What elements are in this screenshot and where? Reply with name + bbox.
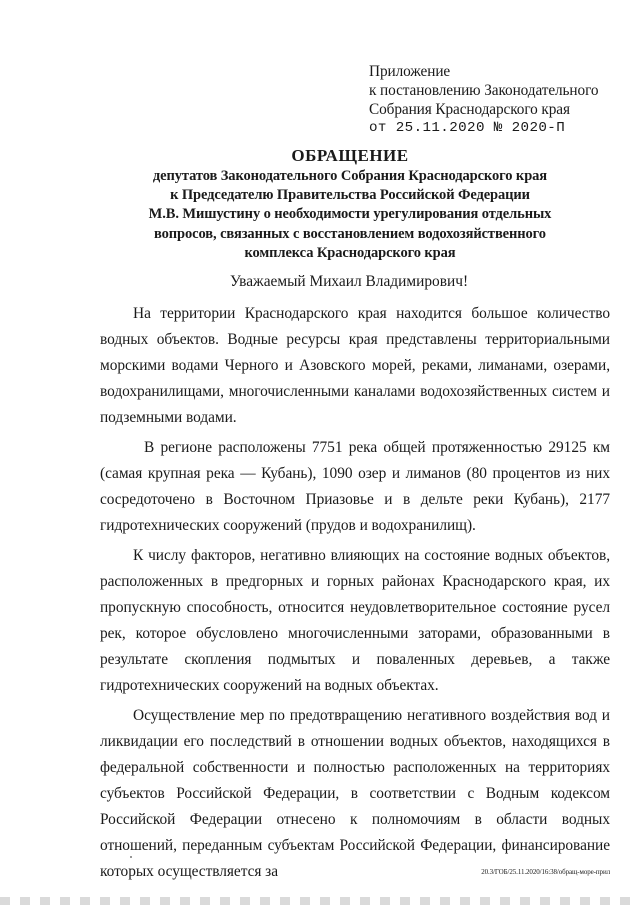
appendix-line: Собрания Краснодарского края [369,101,570,118]
document-heading [100,146,600,263]
heading-line: комплекса Краснодарского края [244,244,456,261]
paragraph: Осуществление мер по предотвращению негативного воздействия вод и ликвидации его последствий в отношении водных объектов, находящихся в федеральной собственности и полностью расположенных на территориях субъектов Российской Федерации, в соответствии с Водным кодексом Российской Федерации отнесено к полномочиям в области водных отношений, переданным субъектам Российской Федерации, финансирование которых осуществляется за [100,707,610,880]
scan-edge-decoration [0,897,640,905]
greeting: Уважаемый Михаил Владимирович! [230,273,469,290]
paragraph: К числу факторов, негативно влияющих на состояние водных объектов, расположенных в предгорных и горных районах Краснодарского края, их пропускную способность, относится неудовлетворительное состояние русел рек, которое обусловлено многочисленными заторами, образованными в результате скопления подмытых и поваленных деревьев, а также гидротехнических сооружений на водных объектах. [100,547,610,694]
document-title: ОБРАЩЕНИЕ [291,146,409,165]
scan-speck [130,856,132,858]
heading-line: к Председателю Правительства Российской Федерации [170,187,530,204]
paragraph: В регионе расположены 7751 река общей протяженностью 29125 км (самая крупная река — Кубань), 1090 озер и лиманов (80 процентов из них сосредоточено в Восточном Приазовье и в дельте реки Кубань), 2177 гидротехнических сооружений (прудов и водохранилищ). [100,439,610,534]
heading-line: депутатов Законодательного Собрания Краснодарского края [152,168,548,184]
appendix-date-number: от 25.11.2020 № 2020-П [369,120,566,136]
appendix-block [369,62,598,138]
appendix-line: Приложение [369,63,451,80]
body-text [100,301,610,885]
heading-line: М.В. Мишустину о необходимости урегулирования отдельных [148,206,552,223]
appendix-line: к постановлению Законодательного [369,82,599,99]
footer-file-ref: 20.3/ГОБ/25.11.2020/16:38/обращ-море-прил [481,868,610,876]
heading-line: вопросов, связанных с восстановлением водохозяйственного [154,225,546,242]
paragraph: На территории Краснодарского края находится большое количество водных объектов. Водные ресурсы края представлены территориальными морскими водами Черного и Азовского морей, реками, лиманами, озерами, водохранилищами, многочисленными каналами водохозяйственных систем и подземными водами. [100,305,610,426]
